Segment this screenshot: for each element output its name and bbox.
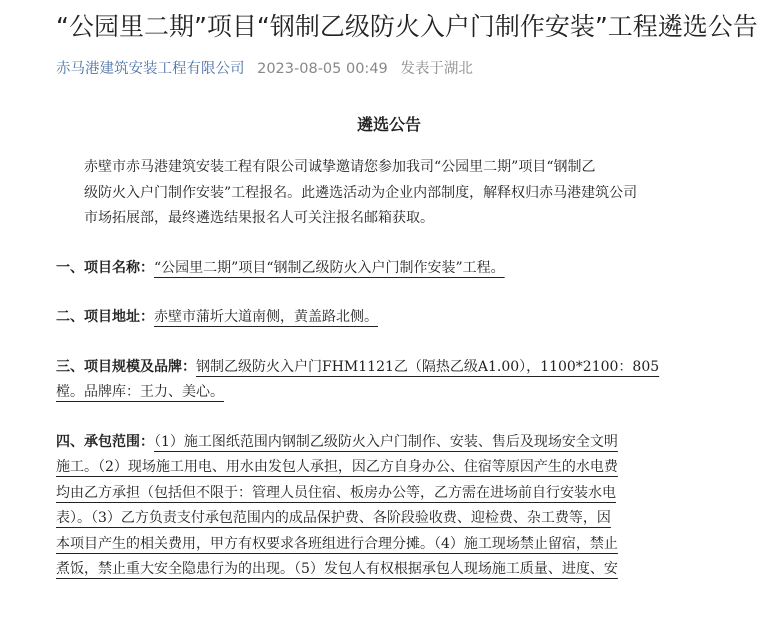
publisher-link[interactable]: 赤马港建筑安装工程有限公司 bbox=[56, 61, 245, 77]
contract-scope-line: 均由乙方承担（包括但不限于：管理人员住宿、板房办公等，乙方需在进场前自行安装水电 bbox=[56, 484, 616, 501]
contract-scope-line: 施工。（2）现场施工用电、用水由发包人承担，因乙方自身办公、住宿等原因产生的水电费 bbox=[56, 459, 618, 475]
project-name-label: 一、项目名称： bbox=[56, 259, 154, 276]
project-scale-value: 钢制乙级防火入户门FHM1121乙（隔热乙级A1.00），1100*2100：805 bbox=[196, 358, 660, 375]
publish-location: 发表于湖北 bbox=[400, 61, 473, 77]
contract-scope-line: 煮饭，禁止重大安全隐患行为的出现。（5）发包人有权根据承包人现场施工质量、进度、安 bbox=[56, 561, 618, 577]
section-heading: 遴选公告 bbox=[356, 115, 421, 134]
intro-line: 级防火入户门制作安装”工程报名。此遴选活动为企业内部制度，解释权归赤马港建筑公司 bbox=[84, 184, 638, 201]
article-title: “公园里二期”项目“钢制乙级防火入户门制作安装”工程遴选公告 bbox=[56, 12, 758, 41]
project-name-paragraph bbox=[56, 256, 732, 282]
contract-scope-label: 四、承包范围： bbox=[56, 433, 154, 450]
project-address-paragraph bbox=[56, 305, 732, 331]
contract-scope-paragraph bbox=[56, 430, 732, 583]
article-body bbox=[56, 155, 732, 583]
project-scale-label: 三、项目规模及品牌： bbox=[56, 358, 196, 375]
publish-datetime: 2023-08-05 00:49 bbox=[257, 61, 388, 77]
contract-scope-line: （1）施工图纸范围内钢制乙级防火入户门制作、安装、售后及现场安全文明 bbox=[154, 433, 618, 450]
intro-line: 赤壁市赤马港建筑安装工程有限公司诚挚邀请您参加我司“公园里二期”项目“钢制乙 bbox=[84, 159, 596, 175]
project-scale-paragraph bbox=[56, 355, 732, 406]
project-address-label: 二、项目地址： bbox=[56, 309, 154, 325]
project-name-value: “公园里二期”项目“钢制乙级防火入户门制作安装”工程。 bbox=[154, 259, 505, 276]
project-address-value: 赤壁市蒲圻大道南侧，黄盖路北侧。 bbox=[154, 309, 378, 325]
project-scale-value: 樘。品牌库：王力、美心。 bbox=[56, 384, 224, 400]
contract-scope-line: 表）。（3）乙方负责支付承包范围内的成品保护费、各阶段验收费、迎检费、杂工费等，因 bbox=[56, 510, 611, 526]
article-meta bbox=[56, 57, 481, 78]
contract-scope-line: 本项目产生的相关费用，甲方有权要求各班组进行合理分摊。（4）施工现场禁止留宿，禁止 bbox=[56, 535, 618, 552]
intro-line: 市场拓展部，最终遴选结果报名人可关注报名邮箱获取。 bbox=[84, 210, 434, 226]
intro-paragraph bbox=[56, 155, 732, 232]
